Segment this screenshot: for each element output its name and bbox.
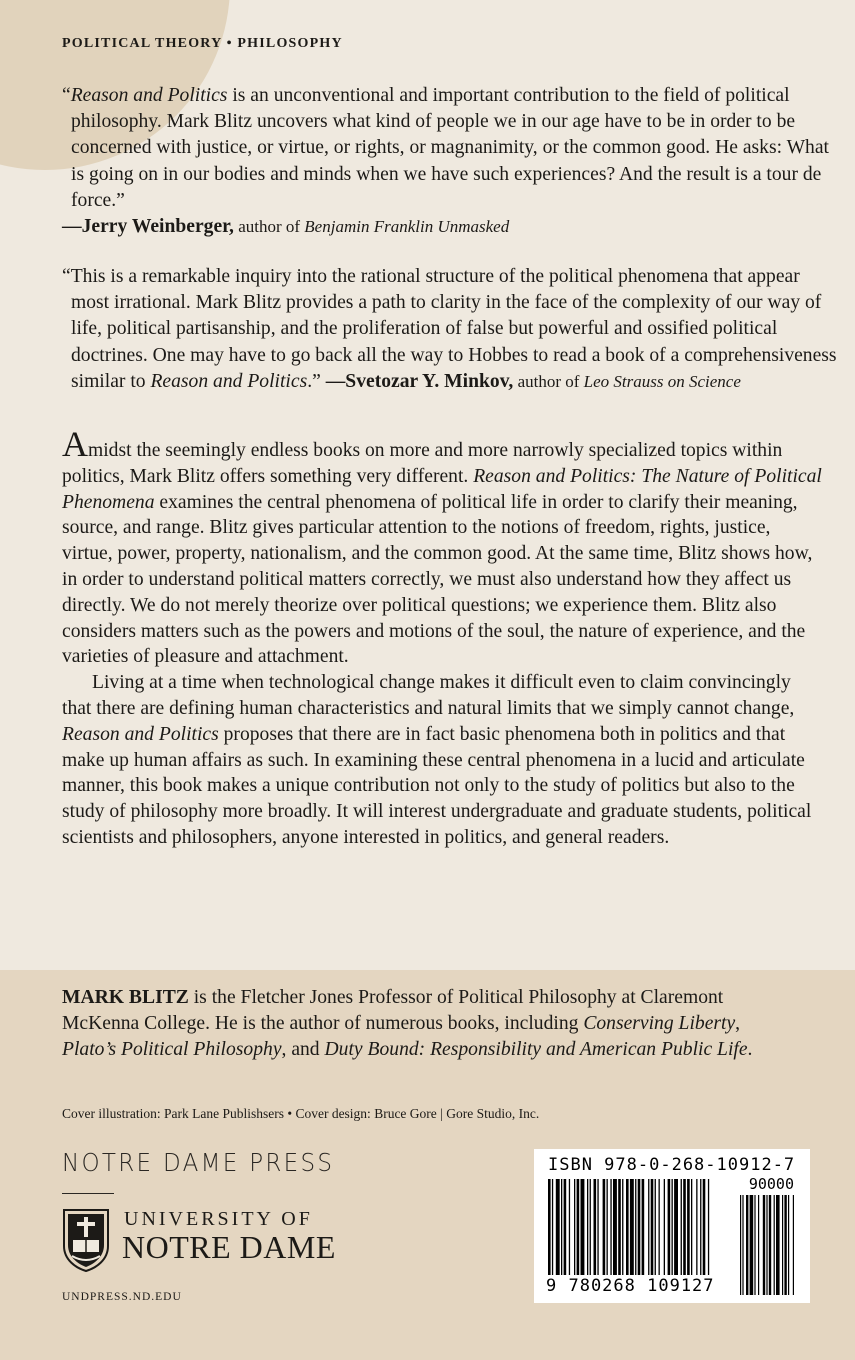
quote-book-title: Reason and Politics xyxy=(150,370,308,392)
description-text: proposes that there are in fact basic phenomena both in politics and that make up human affairs as such. In examining these central phenomena in a lucid and articulate manner, this book makes a unique contribution not only to the study of politics but also to the study of philosophy more broadly. It will interest undergraduate and graduate students, political scientists and philosophers, anyone interested in politics, and general readers. xyxy=(62,723,812,848)
description-text: examines the central phenomena of political life in order to clarify their meaning, source, and range. Blitz gives particular attention to the notions of freedom, rights, justice, virtue, power, property, nationalism, and the common good. At the same time, Blitz shows how, in order to understand political matters correctly, we must also understand how they affect us directly. We do not merely theorize over political questions; we experience them. Blitz also considers matters such as the powers and motions of the soul, the nature of experience, and the varieties of pleasure and attachment. xyxy=(62,491,813,668)
endorsement-quote-1 xyxy=(62,83,841,240)
description-book-title: Reason and Politics xyxy=(62,723,219,745)
bio-separator: , and xyxy=(281,1038,325,1060)
barcode-digits: 9 780268 109127 xyxy=(546,1276,715,1296)
author-name: MARK BLITZ xyxy=(62,987,189,1008)
bio-book-title: Duty Bound: Responsibility and American Public Life xyxy=(324,1038,748,1060)
quote-text: “This is a remarkable inquiry into the rational structure of the political phenomena that appear most irrational. Mark Blitz provides a path to clarity in the face of the complexity of our way of life, political partisanship, and the proliferation of false but powerful and ossified political doctrines. One may have to go back all the way to Hobbes to read a book of a comprehensiveness similar to xyxy=(62,266,837,392)
quote-attribution-book: Benjamin Franklin Unmasked xyxy=(304,217,510,237)
bio-book-title: Plato’s Political Philosophy xyxy=(62,1038,282,1060)
university-name-line2: NOTRE DAME xyxy=(122,1229,336,1265)
quote-attribution-book: Leo Strauss on Science xyxy=(583,371,741,391)
quote-book-title: Reason and Politics xyxy=(70,85,228,106)
cover-credits: Cover illustration: Park Lane Publishsers • Cover design: Bruce Gore | Gore Studio, Inc. xyxy=(62,1106,540,1121)
press-website: UNDPRESS.ND.EDU xyxy=(62,1291,182,1303)
university-logo xyxy=(62,1208,352,1272)
author-bio xyxy=(62,985,782,1062)
description-text: Living at a time when technological change makes it difficult even to claim convincingly that there are defining human characteristics and natural limits that we simply cannot change, xyxy=(62,672,795,719)
quote-attribution-of: author of xyxy=(233,217,305,237)
book-description xyxy=(62,424,822,851)
quote-attribution-name: —Svetozar Y. Minkov, xyxy=(325,370,514,392)
endorsement-quote-2 xyxy=(62,264,841,395)
quote-open-mark: “ xyxy=(62,85,71,106)
university-shield-icon xyxy=(62,1208,110,1272)
university-name-line1: UNIVERSITY OF xyxy=(124,1208,313,1230)
description-book-title: Reason and Politics: The Nature of Political Phenomena xyxy=(62,465,822,513)
quote-attribution-name: —Jerry Weinberger, xyxy=(62,216,234,238)
isbn-label: ISBN 978-0-268-10912-7 xyxy=(548,1155,796,1175)
press-name: NOTRE DAME PRESS xyxy=(62,1148,335,1177)
category-label: POLITICAL THEORY • PHILOSOPHY xyxy=(62,36,343,51)
bio-end: . xyxy=(747,1038,753,1060)
bio-separator: , xyxy=(735,1012,741,1034)
bio-text: is the Fletcher Jones Professor of Political Philosophy at Claremont McKenna College. He is the author of numerous books, including xyxy=(62,987,724,1034)
drop-cap: A xyxy=(62,424,88,464)
quote-attribution-of: author of xyxy=(513,371,584,391)
divider xyxy=(62,1193,114,1194)
quote-text: is an unconventional and important contribution to the field of political philosophy. Mark Blitz uncovers what kind of people we in our age have to be in order to be concerned with justice, or virtue, or rights, or magnanimity, or the common good. He asks: What is going on in our bodies and minds when we have such experiences? And the result is a tour de force.” xyxy=(71,85,829,211)
price-addon-digits: 90000 xyxy=(748,1175,794,1193)
description-text: midst the seemingly endless books on more and more narrowly specialized topics within politics, Mark Blitz offers something very different. xyxy=(62,440,783,487)
bio-book-title: Conserving Liberty xyxy=(583,1012,736,1034)
quote-close: .” xyxy=(307,370,326,392)
barcode-panel xyxy=(534,1149,810,1303)
